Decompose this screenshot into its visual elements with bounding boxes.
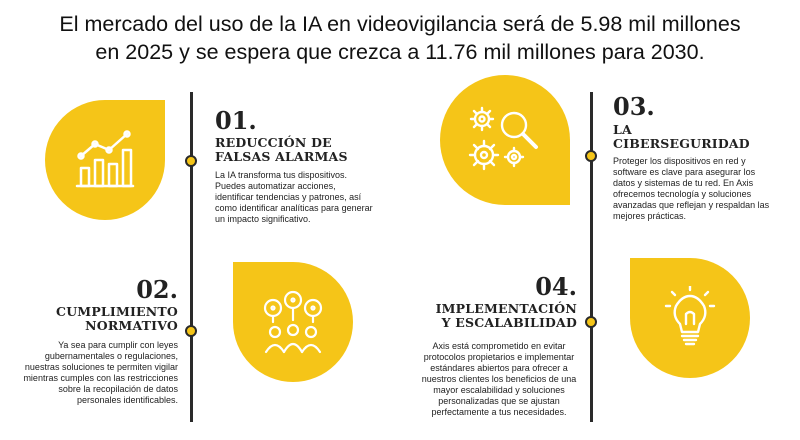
item-title-01-line-2: FALSAS ALARMAS — [215, 149, 348, 164]
item-title-04 — [400, 302, 577, 330]
gears-search-icon — [468, 105, 540, 177]
timeline-dot-02 — [185, 325, 197, 337]
item-title-01-line-1: REDUCCIÓN DE — [215, 135, 332, 150]
timeline-dot-04 — [585, 316, 597, 328]
item-number-02: 02. — [136, 275, 178, 304]
item-title-04-line-2: Y ESCALABILIDAD — [441, 315, 577, 330]
item-number-04: 04. — [535, 272, 577, 301]
item-body-04: Axis está comprometido en evitar protocolos propietarios e implementar estándares abiertos para ofrecer a nuestros clientes los beneficios de una mayor escalabilidad y soluciones personalizadas que se ajustan perfectamente a tus necesidades. — [421, 341, 577, 417]
timeline-dot-01 — [185, 155, 197, 167]
item-title-01 — [215, 136, 348, 164]
item-body-01: La IA transforma tus dispositivos. Puedes automatizar acciones, identificar tendencias y patrones, así como identificar analíticas para generar un impacto significativo. — [215, 170, 373, 224]
item-number-01: 01. — [215, 106, 257, 135]
item-title-02-line-1: CUMPLIMIENTO — [56, 304, 178, 319]
people-network-icon — [261, 290, 325, 354]
timeline-line-right — [590, 92, 593, 422]
item-title-03-line-2: CIBERSEGURIDAD — [613, 136, 750, 151]
item-number-03: 03. — [613, 92, 655, 121]
item-title-02 — [38, 305, 178, 333]
icon-bubble-02 — [233, 262, 353, 382]
lightbulb-icon — [658, 286, 722, 350]
icon-bubble-01 — [45, 100, 165, 220]
headline-line-1: El mercado del uso de la IA en videovigilancia será de 5.98 mil millones — [59, 12, 741, 36]
headline-line-2: en 2025 y se espera que crezca a 11.76 mil millones para 2030. — [95, 40, 705, 64]
growth-chart-icon — [73, 128, 137, 192]
icon-bubble-04 — [630, 258, 750, 378]
item-body-03: Proteger los dispositivos en red y software es clave para asegurar los datos y sistemas de tu red. En Axis ofrecemos tecnología y soluciones avanzadas que reflejan y respaldan las mejores prácticas. — [613, 156, 770, 221]
item-body-02: Ya sea para cumplir con leyes gubernamentales o regulaciones, nuestras soluciones te permiten vigilar mientras cumples con las restricciones sobre la recopilación de datos personales identificables. — [23, 340, 178, 405]
headline — [0, 10, 800, 66]
icon-bubble-03 — [440, 75, 570, 205]
timeline-dot-03 — [585, 150, 597, 162]
item-title-03 — [613, 123, 750, 151]
item-title-04-line-1: IMPLEMENTACIÓN — [435, 301, 577, 316]
item-title-03-line-1: LA — [613, 122, 632, 137]
timeline-line-left — [190, 92, 193, 422]
item-title-02-line-2: NORMATIVO — [85, 318, 178, 333]
